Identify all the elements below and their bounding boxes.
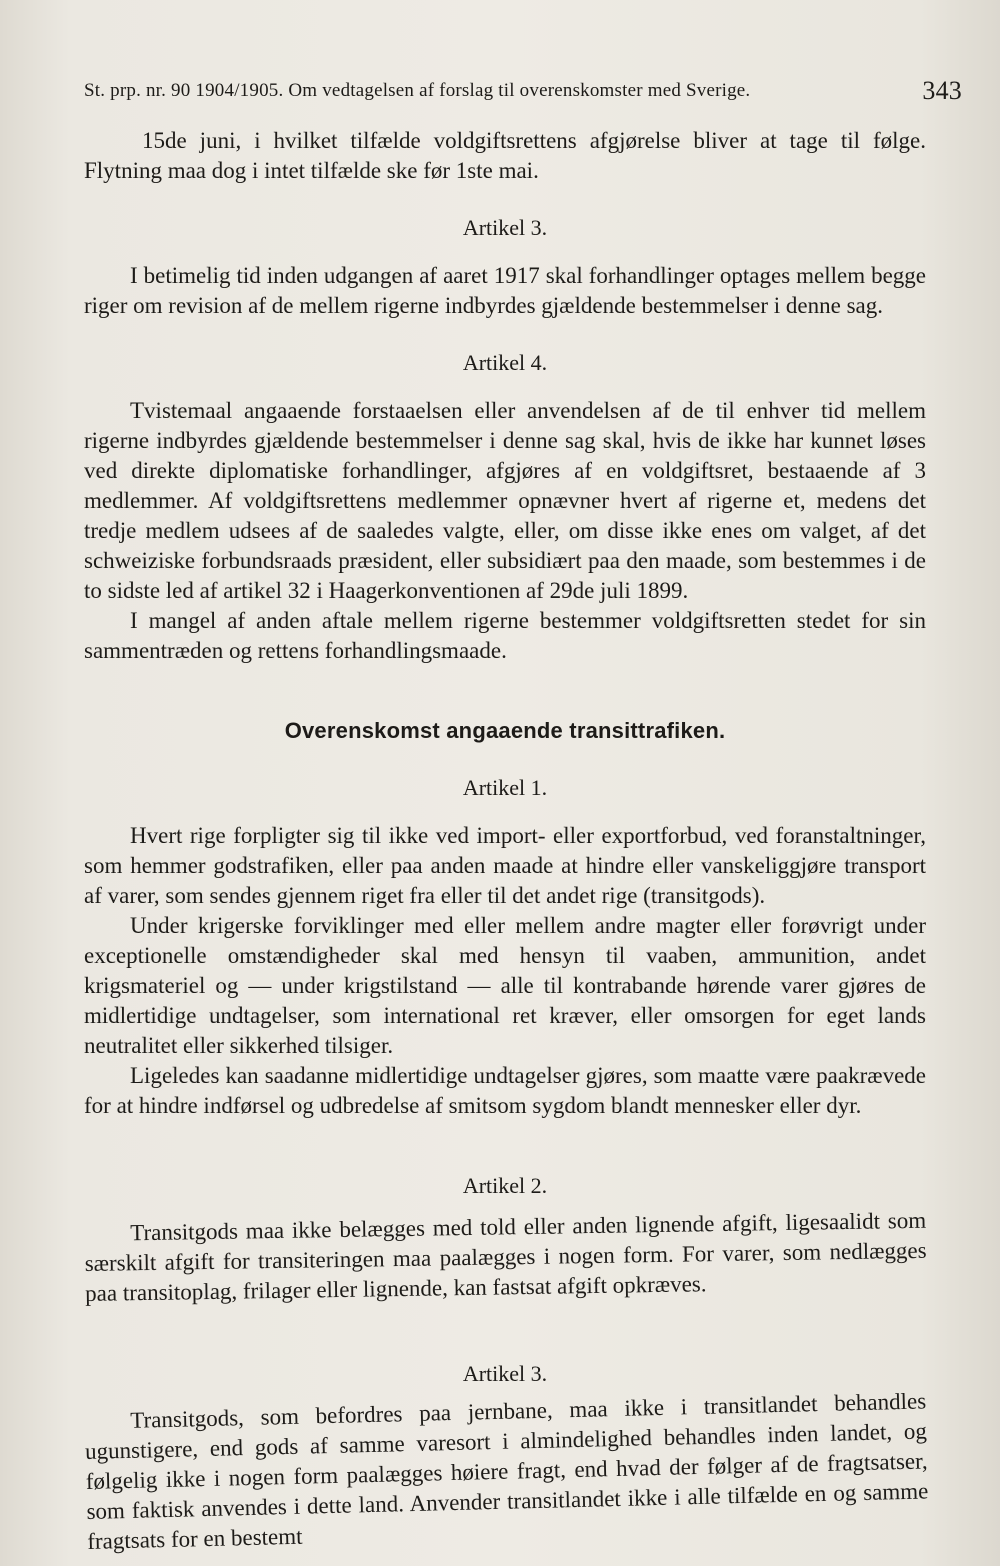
page-number: 343 xyxy=(922,76,962,105)
paragraph: I betimelig tid inden udgangen af aaret 1917 skal forhandlinger optages mellem begge riger om revision af de mellem rigerne indbyrdes gjældende bestemmelser i denne sag. xyxy=(84,263,926,318)
page-body xyxy=(84,126,929,1557)
article-heading: Artikel 4. xyxy=(462,350,548,375)
paragraph: Tvistemaal angaaende forstaaelsen eller anvendelsen af de til enhver tid mellem rigerne indbyrdes gjældende bestemmelser i denne sag skal, hvis de ikke har kunnet løses ved direkte diplomatiske forhandlinger, afgjøres af en voldgiftsret, bestaaende af 3 medlemmer. Af voldgiftsrettens medlemmer opnævner hvert af rigerne et, medens det tredje medlem udsees af de saaledes valgte, eller, om disse ikke enes om valget, af det schweiziske forbundsraads præsident, eller subsidiært paa den maade, som bestemmes i de to sidste led af artikel 32 i Haagerkonventionen af 29de juli 1899. xyxy=(84,398,926,603)
running-title: St. prp. nr. 90 1904/1905. Om vedtagelsen af forslag til overenskomster med Sverige. xyxy=(84,80,751,101)
paragraph: Under krigerske forviklinger med eller mellem andre magter eller forøvrigt under exceptionelle omstændigheder skal med hensyn til vaaben, ammunition, andet krigsmateriel og — under krigstilstand — alle til kontrabande hørende varer gjøres de midlertidige undtagelser, som international ret kræver, eller omsorgen for eget lands neutralitet eller sikkerhed tilsiger. xyxy=(84,913,926,1058)
paragraph: Hvert rige forpligter sig til ikke ved import- eller exportforbud, ved foranstaltninger, som hemmer godstrafiken, eller paa anden maade at hindre eller vanskeliggjøre transport af varer, som sendes gjennem riget fra eller til det andet rige (transitgods). xyxy=(84,823,926,908)
running-header xyxy=(84,76,962,106)
paragraph: Ligeledes kan saadanne midlertidige undtagelser gjøres, som maatte være paakrævede for at hindre indførsel og udbredelse af smitsom sygdom blandt mennesker eller dyr. xyxy=(84,1063,926,1118)
section-title: Overenskomst angaaende transittrafiken. xyxy=(284,718,726,743)
article-heading: Artikel 3. xyxy=(462,1361,548,1386)
paragraph: Transitgods, som befordres paa jernbane, maa ikke i transitlandet behandles ugunstigere, end gods af samme varesort i almindelighed behandles inden landet, og følgelig ikke i nogen form paalægges høiere fragt, end hvad der følger af de fragtsatser, som faktisk anvendes i dette land. Anvender transitlandet ikke i alle tilfælde en og samme fragtsats for en bestemt xyxy=(84,1388,929,1554)
paragraph-continuation: 15de juni, i hvilket tilfælde voldgiftsrettens afgjørelse bliver at tage til følge. Flytning maa dog i intet tilfælde ske før 1ste mai. xyxy=(84,128,926,183)
article-heading: Artikel 3. xyxy=(462,215,548,240)
paragraph: I mangel af anden aftale mellem rigerne bestemmer voldgiftsretten stedet for sin sammentræden og rettens forhandlingsmaade. xyxy=(84,608,926,663)
article-heading: Artikel 2. xyxy=(462,1173,548,1198)
paragraph: Transitgods maa ikke belægges med told eller anden lignende afgift, ligesaalidt som særskilt afgift for transiteringen maa paalægges i nogen form. For varer, som nedlægges paa transitoplag, frilager eller lignende, kan fastsat afgift opkræves. xyxy=(84,1207,927,1306)
article-heading: Artikel 1. xyxy=(462,775,548,800)
